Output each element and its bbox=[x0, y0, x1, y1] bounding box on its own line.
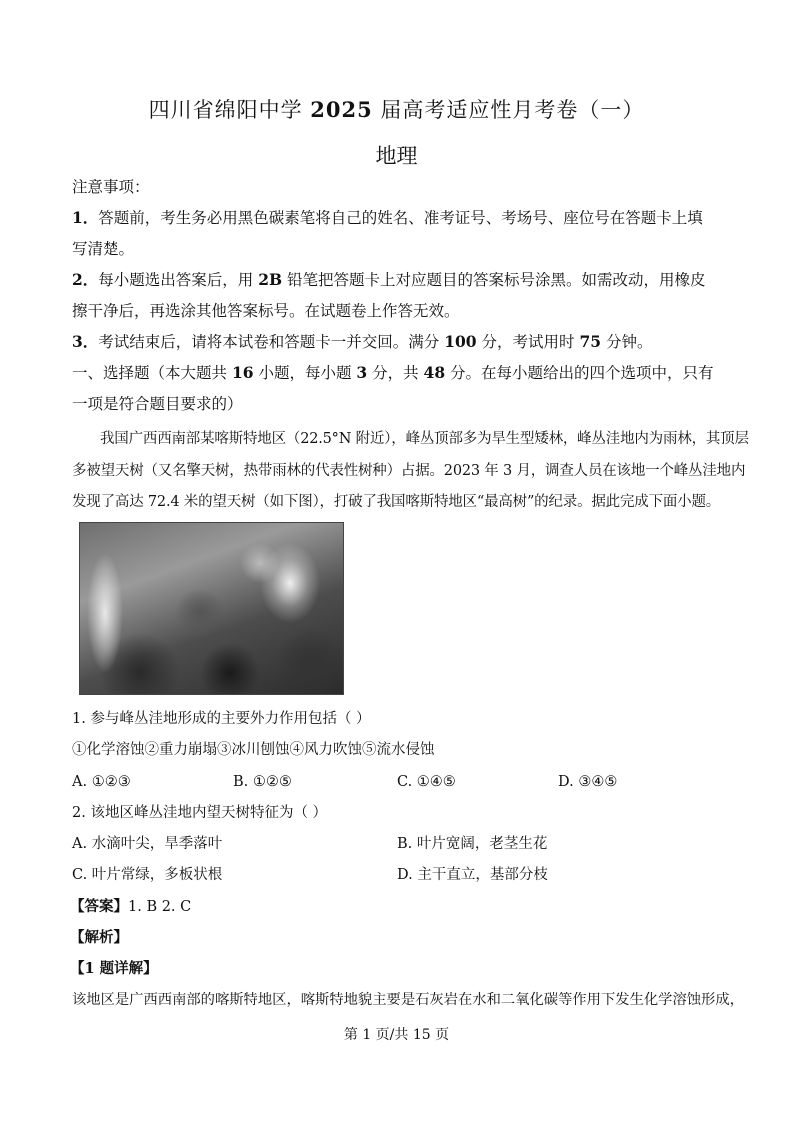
passage-line-3: 发现了高达 72.4 米的望天树（如下图），打破了我国喀斯特地区“最高树”的纪录。据此完成下面小题。 bbox=[72, 494, 721, 510]
q2-option-d: D. 主干直立，基部分枝 bbox=[397, 867, 548, 883]
title-suffix: 届高考适应性月考卷（一） bbox=[372, 98, 645, 122]
notice-item-1: 1．答题前，考生务必用黑色碳素笔将自己的姓名、准考证号、考场号、座位号在答题卡上填 bbox=[72, 208, 703, 227]
subject-title: 地理 bbox=[375, 144, 418, 168]
section-heading: 一、选择题（本大题共 16 小题，每小题 3 分，共 48 分。在每小题给出的四个选项中，只有 bbox=[72, 363, 714, 382]
notice-item-3: 3．考试结束后，请将本试卷和答题卡一并交回。满分 100 分，考试用时 75 分钟。 bbox=[72, 332, 653, 351]
exam-title bbox=[0, 94, 793, 124]
q1-option-d: D. ③④⑤ bbox=[558, 774, 618, 790]
notice-item-1-cont: 写清楚。 bbox=[72, 240, 135, 258]
q2-stem: 2. 该地区峰丛洼地内望天树特征为（ ） bbox=[72, 805, 328, 821]
q1-option-c: C. ①④⑤ bbox=[397, 774, 456, 790]
notice-item-2-cont: 擦干净后，再选涂其他答案标号。在试题卷上作答无效。 bbox=[72, 302, 460, 320]
answer-line bbox=[70, 895, 191, 919]
passage-line-2: 多被望天树（又名擎天树，热带雨林的代表性树种）占据。2023 年 3 月，调查人员在该地一个峰丛洼地内 bbox=[72, 463, 746, 479]
title-school: 四川省绵阳中学 bbox=[148, 98, 311, 122]
notice-heading: 注意事项： bbox=[72, 178, 150, 196]
q2-option-b: B. 叶片宽阔，老茎生花 bbox=[397, 836, 548, 852]
detail-label: 【1 题详解】 bbox=[70, 960, 158, 977]
rainforest-photo bbox=[79, 522, 344, 695]
notice-item-2: 2．每小题选出答案后，用 2B 铅笔把答题卡上对应题目的答案标号涂黑。如需改动，用橡皮 bbox=[72, 270, 706, 289]
title-year: 2025 bbox=[310, 97, 373, 122]
analysis-label: 【解析】 bbox=[70, 929, 128, 946]
q1-factors: ①化学溶蚀②重力崩塌③冰川刨蚀④风力吹蚀⑤流水侵蚀 bbox=[72, 742, 435, 758]
q2-option-c: C. 叶片常绿，多板状根 bbox=[72, 867, 223, 883]
answer-label: 【答案】 bbox=[70, 898, 128, 915]
q1-option-b: B. ①②⑤ bbox=[233, 774, 292, 790]
page-number: 第 1 页/共 15 页 bbox=[343, 1027, 450, 1043]
answer-value: 1. B 2. C bbox=[128, 899, 192, 915]
q1-option-a: A. ①②③ bbox=[72, 774, 131, 790]
q1-stem: 1. 参与峰丛洼地形成的主要外力作用包括（ ） bbox=[72, 711, 371, 727]
detail-text: 该地区是广西西南部的喀斯特地区，喀斯特地貌主要是石灰岩在水和二氧化碳等作用下发生化学溶蚀形成， bbox=[72, 992, 744, 1008]
q2-option-a: A. 水滴叶尖，旱季落叶 bbox=[72, 836, 223, 852]
section-heading-cont: 一项是符合题目要求的） bbox=[72, 395, 243, 413]
passage-line-1: 我国广西西南部某喀斯特地区（22.5°N 附近），峰丛顶部多为旱生型矮林，峰丛洼地内为雨林，其顶层 bbox=[100, 431, 749, 447]
